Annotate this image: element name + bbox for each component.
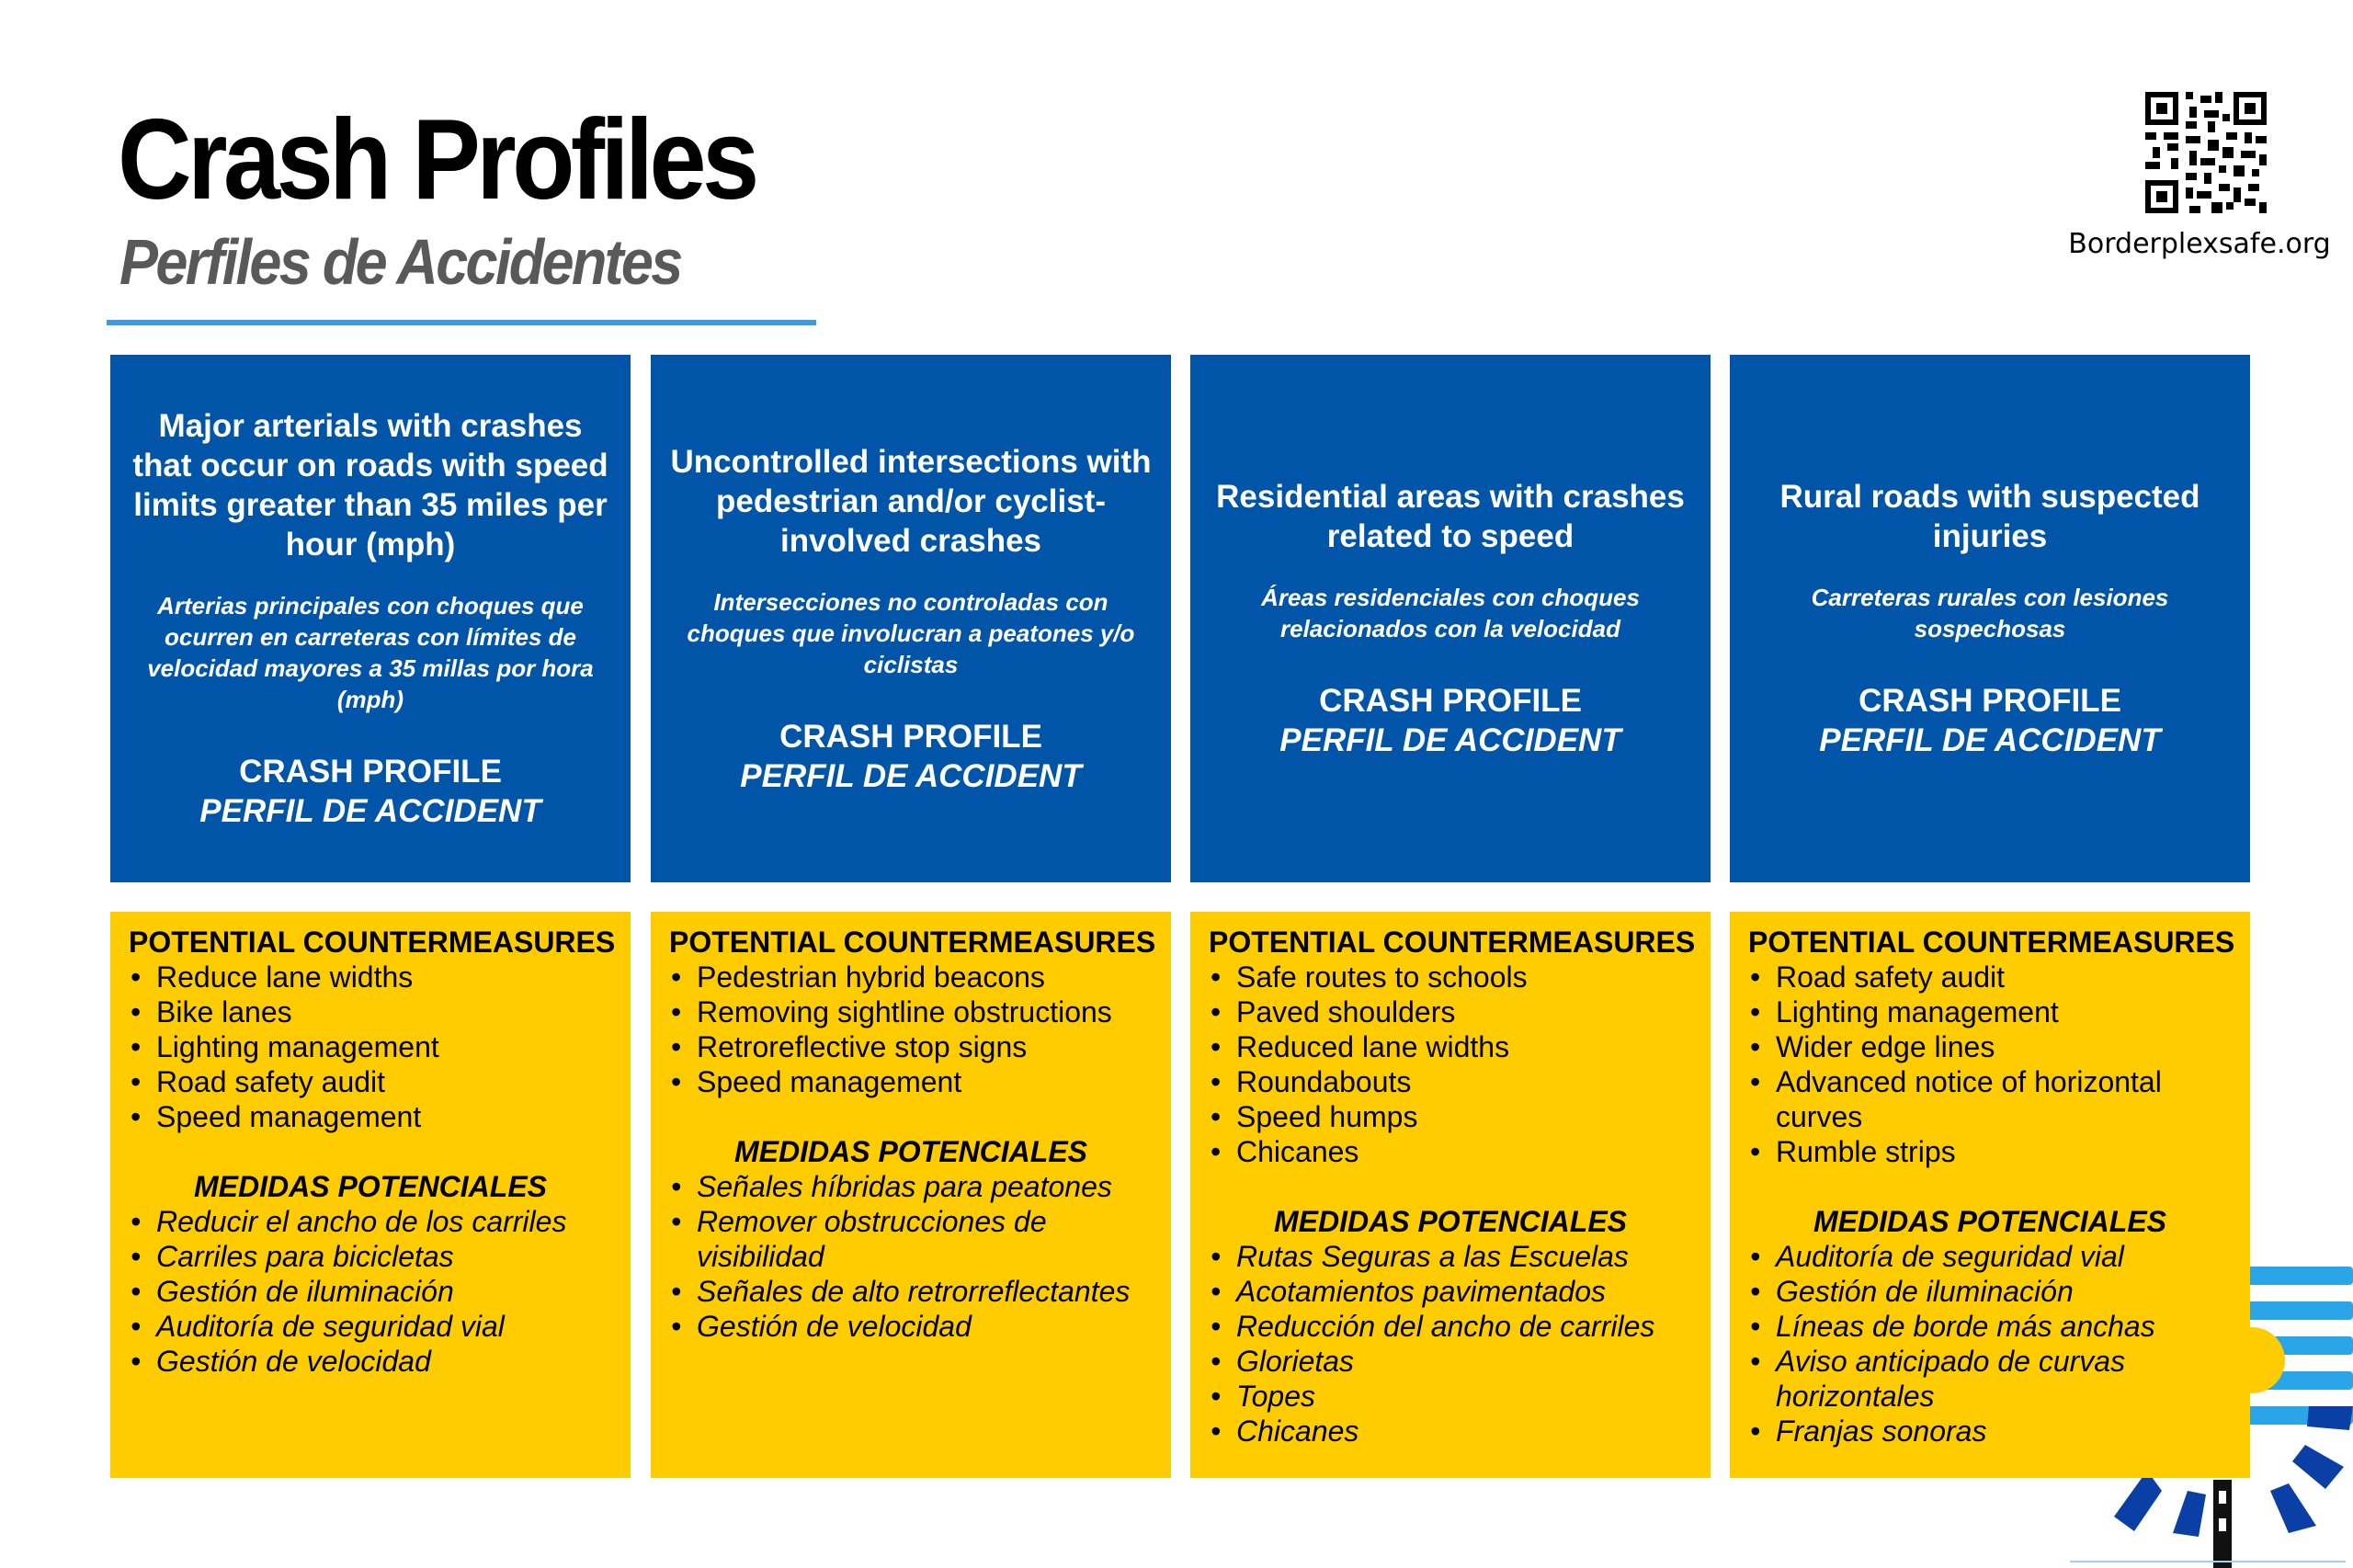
website-link[interactable]: Borderplexsafe.org — [2068, 228, 2331, 260]
countermeasures-title: POTENTIAL COUNTERMEASURES — [1209, 926, 1696, 959]
countermeasures-list-es — [129, 1204, 612, 1379]
crash-profile-card-4 — [1730, 355, 2250, 882]
list-item: • Señales híbridas para peatones — [669, 1169, 1153, 1204]
list-item: • Gestión de velocidad — [129, 1344, 612, 1379]
countermeasures-list — [669, 960, 1153, 1099]
page-subtitle: Perfiles de Accidentes — [119, 226, 681, 298]
countermeasures-title-es: MEDIDAS POTENCIALES — [733, 1135, 1088, 1168]
list-item: • Carriles para bicicletas — [129, 1239, 612, 1274]
list-item: • Reduce lane widths — [129, 960, 612, 994]
list-item: • Advanced notice of horizontal curves — [1748, 1064, 2232, 1134]
list-item: • Remover obstrucciones de visibilidad — [669, 1204, 1153, 1274]
countermeasures-title: POTENTIAL COUNTERMEASURES — [669, 926, 1156, 959]
list-item: • Líneas de borde más anchas — [1748, 1309, 2232, 1344]
list-item: • Gestión de velocidad — [669, 1309, 1153, 1344]
profile-description-es: Intersecciones no controladas con choques que involucran a peatones y/o ciclistas — [687, 587, 1135, 678]
countermeasures-card-1 — [110, 912, 631, 1478]
list-item: • Glorietas — [1209, 1344, 1692, 1379]
list-item: • Auditoría de seguridad vial — [1748, 1239, 2232, 1274]
list-item: • Road safety audit — [1748, 960, 2232, 994]
countermeasures-title-es: MEDIDAS POTENCIALES — [193, 1170, 548, 1203]
crash-profile-card-3 — [1190, 355, 1711, 882]
list-item: • Rumble strips — [1748, 1134, 2232, 1169]
profile-tag-es: PERFIL DE ACCIDENT — [740, 757, 1082, 794]
qr-code-icon[interactable] — [2145, 92, 2267, 213]
profile-tag-es: PERFIL DE ACCIDENT — [1279, 722, 1621, 758]
countermeasures-card-3 — [1190, 912, 1711, 1478]
list-item: • Acotamientos pavimentados — [1209, 1274, 1692, 1309]
list-item: • Roundabouts — [1209, 1064, 1692, 1099]
profile-tag: CRASH PROFILE — [239, 754, 502, 790]
list-item: • Topes — [1209, 1379, 1692, 1414]
list-item: • Aviso anticipado de curvas horizontales — [1748, 1344, 2232, 1414]
page-title: Crash Profiles — [118, 97, 756, 223]
countermeasures-list — [1748, 960, 2232, 1169]
countermeasures-title: POTENTIAL COUNTERMEASURES — [129, 926, 616, 959]
countermeasures-title: POTENTIAL COUNTERMEASURES — [1748, 926, 2235, 959]
list-item: • Reduced lane widths — [1209, 1029, 1692, 1064]
profile-description-es: Áreas residenciales con choques relacionados con la velocidad — [1261, 584, 1640, 642]
countermeasures-title-es: MEDIDAS POTENCIALES — [1813, 1205, 2167, 1238]
countermeasures-list — [1209, 960, 1692, 1169]
list-item: • Paved shoulders — [1209, 994, 1692, 1029]
list-item: • Reducir el ancho de los carriles — [129, 1204, 612, 1239]
list-item: • Speed management — [669, 1064, 1153, 1099]
profile-description: Uncontrolled intersections with pedestrian and/or cyclist-involved crashes — [670, 443, 1152, 559]
profile-description: Major arterials with crashes that occur on roads with speed limits greater than 35 miles per hour (mph) — [132, 408, 608, 562]
profile-description: Residential areas with crashes related to speed — [1216, 479, 1685, 554]
list-item: • Lighting management — [1748, 994, 2232, 1029]
list-item: • Señales de alto retrorreflectantes — [669, 1274, 1153, 1309]
list-item: • Retroreflective stop signs — [669, 1029, 1153, 1064]
list-item: • Road safety audit — [129, 1064, 612, 1099]
list-item: • Chicanes — [1209, 1414, 1692, 1449]
countermeasures-list-es — [1748, 1239, 2232, 1449]
countermeasures-title-es: MEDIDAS POTENCIALES — [1273, 1205, 1628, 1238]
profile-tag-es: PERFIL DE ACCIDENT — [199, 793, 541, 829]
profile-description: Rural roads with suspected injuries — [1779, 479, 2200, 554]
list-item: • Reducción del ancho de carriles — [1209, 1309, 1692, 1344]
crash-profile-card-1 — [110, 355, 631, 882]
profile-tag: CRASH PROFILE — [1859, 683, 2121, 719]
profile-description-es: Carreteras rurales con lesiones sospechosas — [1811, 584, 2169, 642]
list-item: • Auditoría de seguridad vial — [129, 1309, 612, 1344]
list-item: • Chicanes — [1209, 1134, 1692, 1169]
list-item: • Removing sightline obstructions — [669, 994, 1153, 1029]
list-item: • Wider edge lines — [1748, 1029, 2232, 1064]
list-item: • Safe routes to schools — [1209, 960, 1692, 994]
list-item: • Rutas Seguras a las Escuelas — [1209, 1239, 1692, 1274]
list-item: • Gestión de iluminación — [129, 1274, 612, 1309]
profile-tag: CRASH PROFILE — [1319, 683, 1582, 719]
countermeasures-list — [129, 960, 612, 1134]
list-item: • Lighting management — [129, 1029, 612, 1064]
list-item: • Franjas sonoras — [1748, 1414, 2232, 1449]
countermeasures-card-4 — [1730, 912, 2250, 1478]
crash-profile-card-2 — [651, 355, 1171, 882]
profile-tag: CRASH PROFILE — [779, 718, 1042, 755]
countermeasures-list-es — [669, 1169, 1153, 1344]
list-item: • Pedestrian hybrid beacons — [669, 960, 1153, 994]
list-item: • Speed humps — [1209, 1099, 1692, 1134]
profile-tag-es: PERFIL DE ACCIDENT — [1819, 722, 2161, 758]
list-item: • Gestión de iluminación — [1748, 1274, 2232, 1309]
list-item: • Bike lanes — [129, 994, 612, 1029]
title-underline — [107, 320, 816, 325]
countermeasures-card-2 — [651, 912, 1171, 1478]
list-item: • Speed management — [129, 1099, 612, 1134]
profile-description-es: Arterias principales con choques que ocurren en carreteras con límites de velocidad mayores a 35 millas por hora (mph) — [147, 592, 594, 713]
countermeasures-list-es — [1209, 1239, 1692, 1449]
